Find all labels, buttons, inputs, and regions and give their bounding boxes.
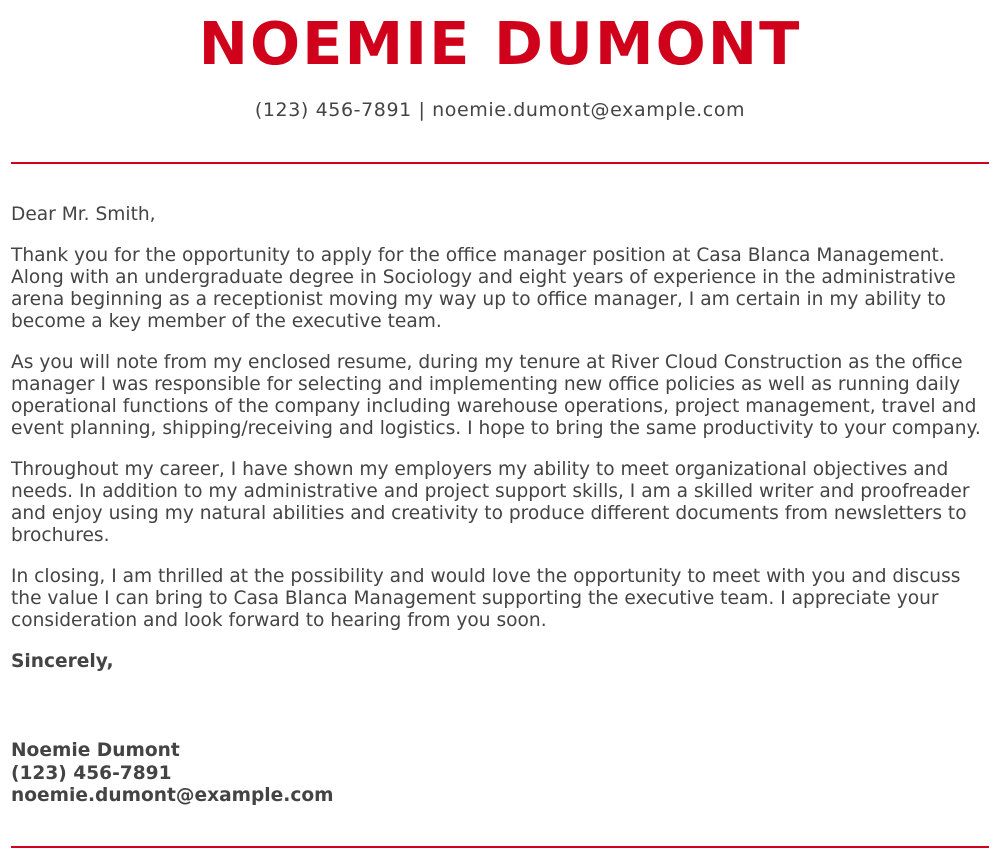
header-email: noemie.dumont@example.com [432,99,746,121]
contact-line [11,98,989,122]
paragraph-skills: Throughout my career, I have shown my employers my ability to meet organizational objectives and needs. In addition to my administrative and project support skills, I am a skilled writer and proofreader and enjoy using my natural abilities and creativity to produce different documents from newsletters to brochures. [11,459,970,546]
signature-name: Noemie Dumont [11,740,180,761]
paragraph-closing: In closing, I am thrilled at the possibility and would love the opportunity to meet with you and discuss the value I can bring to Casa Blanca Management supporting the executive team. I appreciate your consideration and look forward to hearing from you soon. [11,566,961,631]
footer-divider [11,846,989,848]
header-divider [11,162,989,164]
paragraph-experience: As you will note from my enclosed resume, during my tenure at River Cloud Construction as the office manager I was responsible for selecting and implementing new office policies as well as running daily operational functions of the company including warehouse operations, project management, travel and event planning, shipping/receiving and logistics. I hope to bring the same productivity to your company. [11,352,981,439]
greeting: Dear Mr. Smith, [11,204,156,225]
applicant-name-heading: NOEMIE DUMONT [198,9,802,78]
header-phone: (123) 456-7891 [254,99,412,121]
contact-separator: | [418,99,426,121]
signature-block [11,740,989,808]
signature-phone: (123) 456-7891 [11,762,172,784]
closing-salutation: Sincerely, [11,651,114,672]
paragraph-intro: Thank you for the opportunity to apply for the office manager position at Casa Blanca Management. Along with an undergraduate degree in Sociology and eight years of experience in the administrative arena beginning as a receptionist moving my way up to office manager, I am certain in my ability to become a key member of the executive team. [11,245,956,332]
cover-letter-page [11,0,989,859]
letter-body [11,204,989,692]
signature-email: noemie.dumont@example.com [11,785,334,806]
